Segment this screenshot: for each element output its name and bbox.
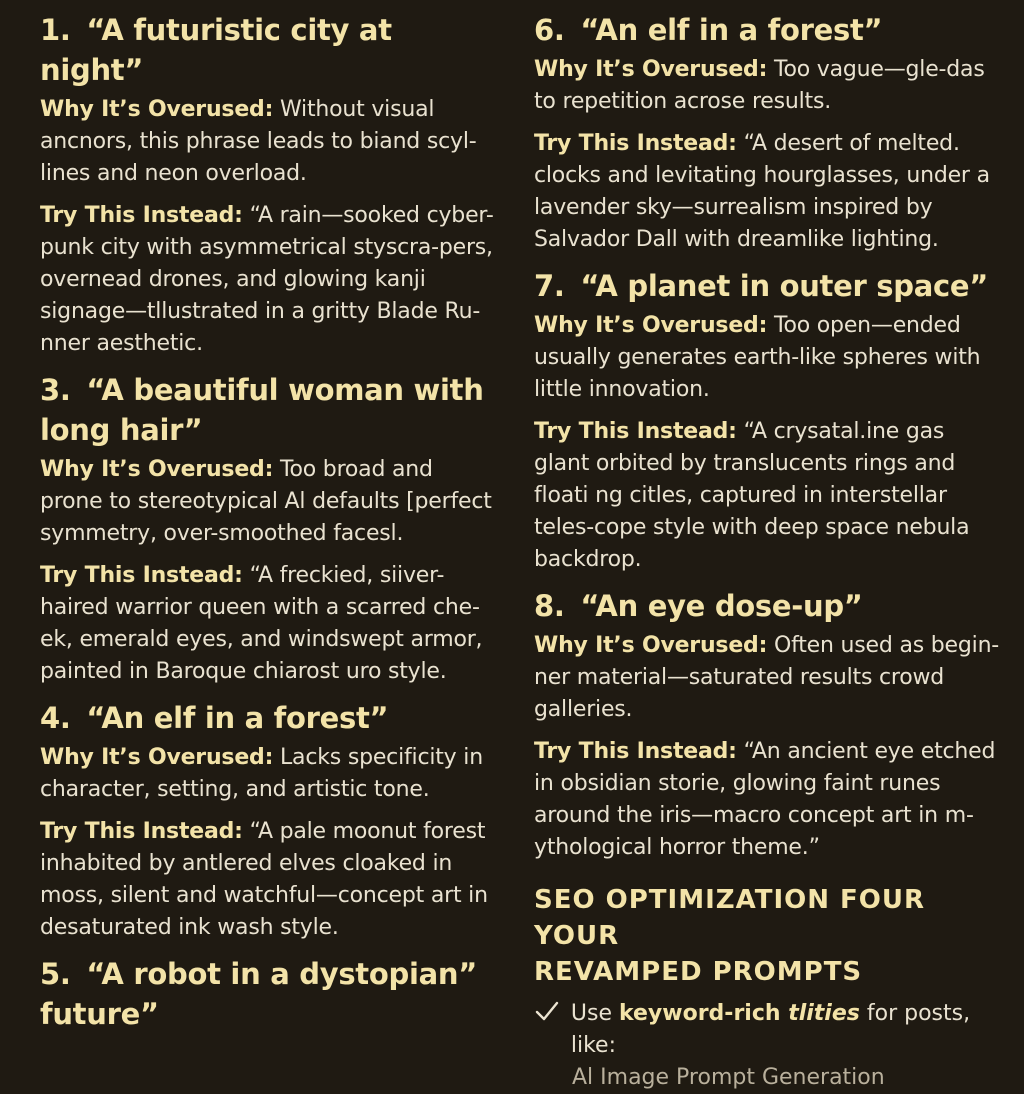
why-text: Often used as begin-ner material—saturated results crowd galleries. [534, 633, 1000, 722]
try-label: Try This Instead: [534, 739, 737, 764]
left-column [40, 10, 500, 1038]
why-overused-paragraph [534, 54, 1004, 118]
entry-heading [40, 698, 500, 738]
why-overused-paragraph [534, 310, 1004, 406]
entry-number: 5. [40, 957, 71, 991]
seo-tip-bold: keyword-rich [618, 1001, 781, 1026]
entry-number: 8. [534, 589, 565, 623]
seo-section [534, 882, 1004, 1094]
try-label: Try This Instead: [534, 419, 737, 444]
prompt-entry-3 [40, 370, 500, 688]
prompt-entry-1 [40, 10, 500, 360]
entry-title: “A futuristic city at night” [40, 13, 392, 87]
entry-title: “An eye dose-up” [580, 589, 863, 623]
entry-number: 1. [40, 13, 71, 47]
entry-title: “A robot in a dystopian” future” [40, 957, 477, 1031]
seo-tip-prefix: Use [570, 1001, 619, 1026]
why-label: Why It’s Overused: [40, 745, 274, 770]
why-overused-paragraph [534, 630, 1004, 726]
seo-heading [534, 882, 1004, 990]
entry-number: 4. [40, 701, 71, 735]
try-label: Try This Instead: [40, 819, 243, 844]
entry-title: “A planet in outer space” [580, 269, 988, 303]
prompt-entry-7 [534, 266, 1004, 576]
entry-title: “An elf in a forest” [86, 701, 389, 735]
entry-heading [534, 10, 1004, 50]
right-column [534, 10, 1004, 1094]
try-text: “A pale moonut forest inhabited by antlered elves cloaked in moss, silent and watchful—concept art in desaturated ink wash style. [40, 819, 488, 940]
seo-cutoff-line: Al Image Prompt Generation [572, 1065, 885, 1090]
prompt-entry-6 [534, 10, 1004, 256]
seo-heading-line-1: SEO OPTIMIZATION FOUR YOUR [534, 885, 926, 951]
try-text: “A desert of melted. clocks and levitating hourglasses, under a lavender sky—surrealism inspired by Salvador Dall with dreamlike lighting. [534, 131, 990, 252]
try-instead-paragraph [40, 560, 500, 688]
why-text: Too vague—gle-das to repetition acrose results. [534, 57, 985, 114]
try-label: Try This Instead: [40, 203, 243, 228]
why-overused-paragraph [40, 742, 500, 806]
seo-tip-text [571, 998, 1004, 1062]
why-label: Why It’s Overused: [40, 97, 274, 122]
why-label: Why It’s Overused: [534, 57, 768, 82]
entry-heading [534, 266, 1004, 306]
try-text: “A crysatal.ine gas glant orbited by translucents rings and floati ng citles, captured in interstellar teles-cope style with deep space nebula backdrop. [534, 419, 970, 572]
prompt-entry-5 [40, 954, 500, 1034]
try-instead-paragraph [534, 736, 1004, 864]
try-text: “An ancient eye etched in obsidian storie, glowing faint runes around the iris—macro concept art in m-ythological horror theme.” [534, 739, 996, 860]
entry-heading [40, 954, 500, 1034]
try-text: “A freckied, siiver-haired warrior queen with a scarred che-ek, emerald eyes, and windswept armor, painted in Baroque chiarost uro style. [40, 563, 483, 684]
seo-tip-italic: tlities [780, 1001, 860, 1026]
why-label: Why It’s Overused: [40, 457, 274, 482]
try-label: Try This Instead: [534, 131, 737, 156]
prompt-entry-8 [534, 586, 1004, 864]
why-text: Too broad and prone to stereotypical Al defaults [perfect symmetry, over-smoothed facesl. [40, 457, 492, 546]
try-instead-paragraph [534, 416, 1004, 576]
check-icon [534, 998, 561, 1032]
entry-number: 3. [40, 373, 71, 407]
entry-title: “An elf in a forest” [580, 13, 883, 47]
entry-heading [534, 586, 1004, 626]
why-label: Why It’s Overused: [534, 633, 768, 658]
seo-tip-item [534, 998, 1004, 1062]
seo-heading-line-2: REVAMPED PROMPTS [534, 957, 863, 987]
why-text: Lacks specificity in character, setting, and artistic tone. [40, 745, 483, 802]
why-text: Too open—ended usually generates earth-like spheres with little innovation. [534, 313, 981, 402]
try-text: “A rain—sooked cyber-punk city with asymmetrical styscra-pers, overnead drones, and glowing kanji signage—tllustrated in a gritty Blade Ru-nner aesthetic. [40, 203, 494, 356]
entry-number: 7. [534, 269, 565, 303]
try-instead-paragraph [534, 128, 1004, 256]
entry-heading [40, 10, 500, 90]
prompt-entry-4 [40, 698, 500, 944]
try-instead-paragraph [40, 816, 500, 944]
why-label: Why It’s Overused: [534, 313, 768, 338]
why-overused-paragraph [40, 94, 500, 190]
entry-number: 6. [534, 13, 565, 47]
try-label: Try This Instead: [40, 563, 243, 588]
try-instead-paragraph [40, 200, 500, 360]
why-overused-paragraph [40, 454, 500, 550]
seo-tip-suffix: for posts, like: [570, 1001, 971, 1058]
entry-title: “A beautiful woman with long hair” [40, 373, 484, 447]
entry-heading [40, 370, 500, 450]
why-text: Without visual ancnors, this phrase leads to biand scyl-lines and neon overload. [40, 97, 477, 186]
